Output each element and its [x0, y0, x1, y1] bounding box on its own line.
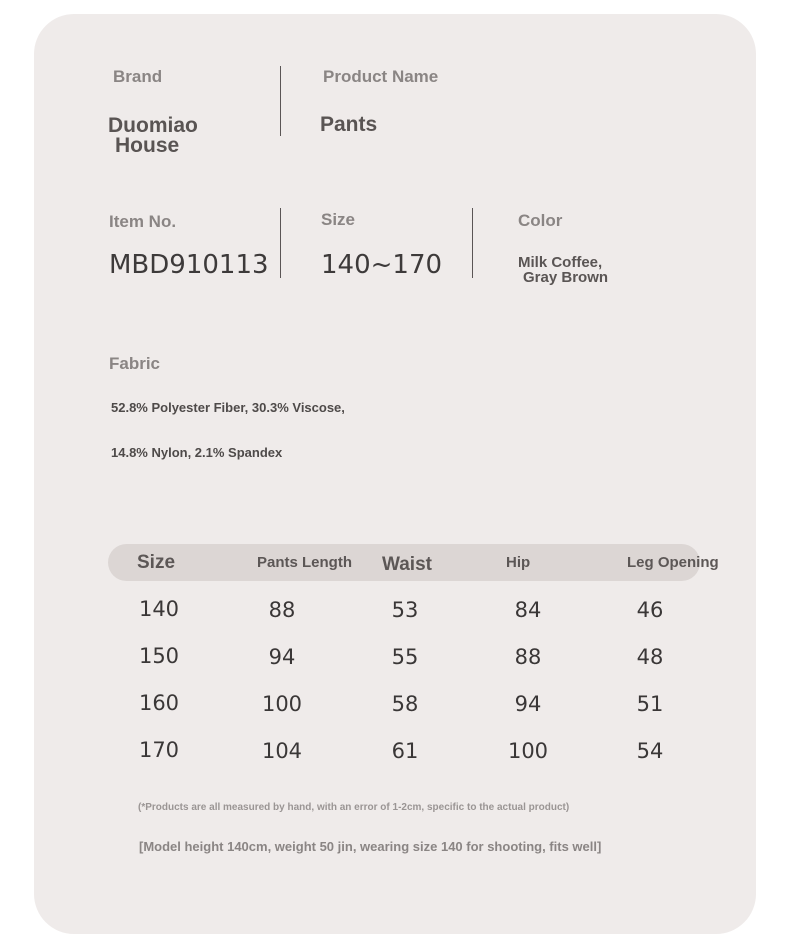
table-cell-size: 170	[138, 738, 180, 762]
product-name-label: Product Name	[323, 67, 439, 86]
column-header-waist: Waist	[382, 554, 432, 575]
table-cell-hip: 84	[514, 598, 542, 622]
item-no-label: Item No.	[109, 212, 177, 231]
divider	[280, 66, 281, 136]
divider	[280, 208, 281, 278]
item-no-value: MBD910113	[109, 250, 269, 280]
table-cell-leg-opening: 51	[636, 692, 664, 716]
table-cell-leg-opening: 46	[636, 598, 664, 622]
column-header-size: Size	[137, 552, 176, 573]
measurement-note: (*Products are all measured by hand, with an error of 1-2cm, specific to the actual product)	[138, 802, 570, 813]
model-note: [Model height 140cm, weight 50 jin, wearing size 140 for shooting, fits well]	[139, 839, 602, 854]
brand-value-line2: House	[115, 134, 180, 157]
column-header-pants-length: Pants Length	[257, 554, 353, 571]
table-cell-waist: 58	[391, 692, 419, 716]
table-cell-hip: 100	[507, 739, 549, 763]
table-cell-size: 160	[138, 691, 180, 715]
brand-label: Brand	[113, 67, 163, 86]
table-cell-hip: 88	[514, 645, 542, 669]
divider	[472, 208, 473, 278]
table-cell-waist: 61	[391, 739, 419, 763]
fabric-line1: 52.8% Polyester Fiber, 30.3% Viscose,	[111, 400, 345, 415]
fabric-line2: 14.8% Nylon, 2.1% Spandex	[111, 445, 283, 460]
table-cell-leg-opening: 54	[636, 739, 664, 763]
table-cell-size: 140	[138, 597, 180, 621]
color-value-line2: Gray Brown	[523, 269, 609, 286]
product-name-value: Pants	[320, 113, 378, 136]
table-cell-waist: 55	[391, 645, 419, 669]
brand-value-line1: Duomiao	[108, 114, 198, 137]
color-label: Color	[518, 211, 563, 230]
size-value: 140~170	[321, 250, 443, 280]
table-cell-pants-length: 104	[261, 739, 303, 763]
fabric-label: Fabric	[109, 354, 161, 373]
color-value-line1: Milk Coffee,	[518, 254, 603, 271]
column-header-leg-opening: Leg Opening	[627, 554, 719, 571]
size-label: Size	[321, 210, 356, 229]
table-cell-pants-length: 100	[261, 692, 303, 716]
table-cell-size: 150	[138, 644, 180, 668]
table-cell-waist: 53	[391, 598, 419, 622]
column-header-hip: Hip	[506, 554, 531, 571]
table-cell-pants-length: 88	[268, 598, 296, 622]
table-cell-leg-opening: 48	[636, 645, 664, 669]
table-cell-hip: 94	[514, 692, 542, 716]
table-cell-pants-length: 94	[268, 645, 296, 669]
